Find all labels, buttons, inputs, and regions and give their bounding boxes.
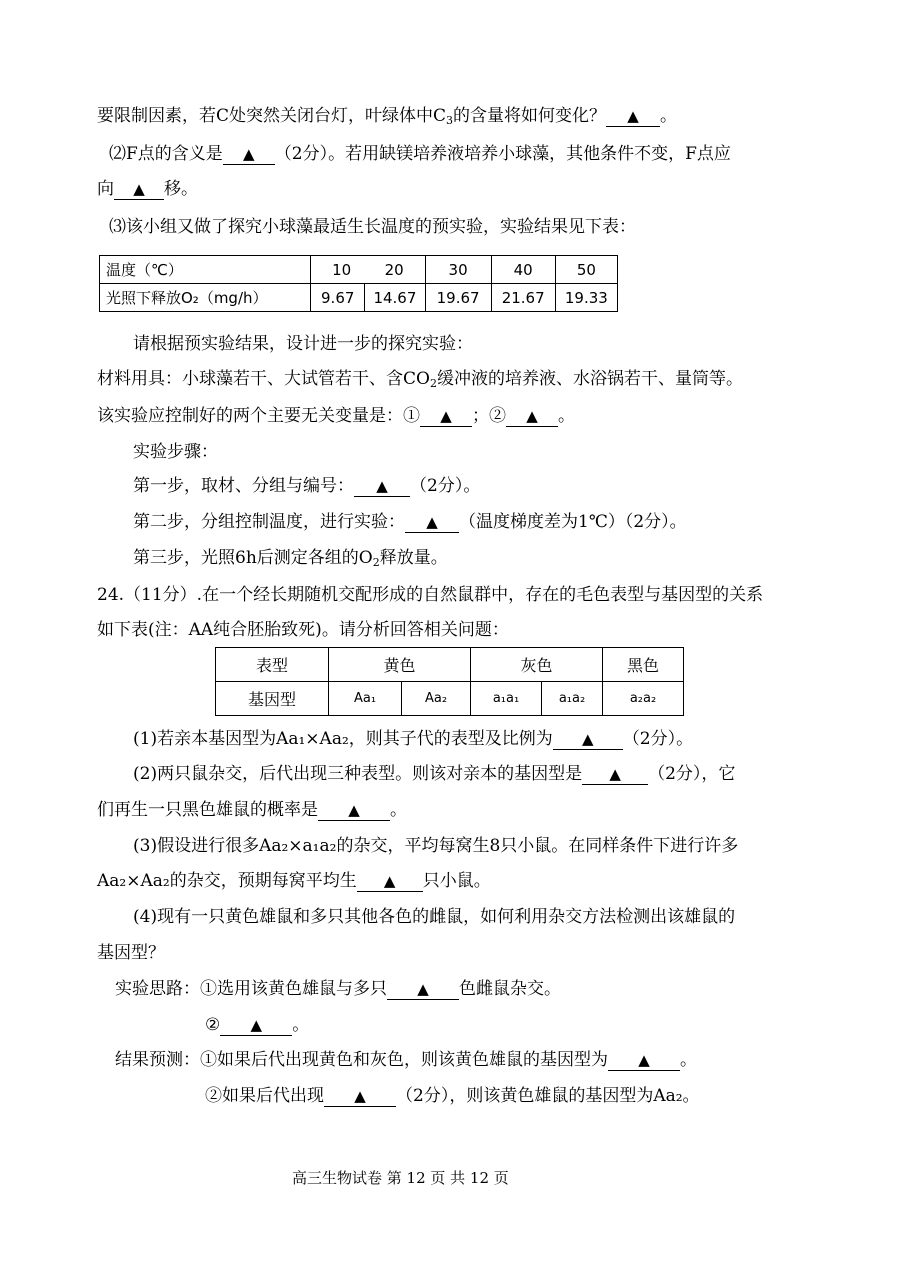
q24-part3-cont [97, 869, 491, 893]
answer-blank[interactable] [387, 979, 459, 1000]
text: 该实验应控制好的两个主要无关变量是：① [97, 406, 420, 426]
genotype-cell: a₁a₂ [542, 682, 603, 716]
o2-value: 19.33 [555, 284, 617, 312]
text: （2分），则该黄色雄鼠的基因型为Aa₂。 [396, 1086, 700, 1106]
blank-mark-icon: ▲ [526, 407, 538, 425]
answer-blank[interactable] [506, 406, 558, 427]
header-black: 黑色 [603, 648, 684, 682]
step-1 [133, 474, 480, 498]
q23-part2-cont [97, 177, 198, 201]
q23-line1 [97, 104, 677, 128]
text: ② [205, 1015, 221, 1035]
q24-intro: 24.（11分）.在一个经长期随机交配形成的自然鼠群中，存在的毛色表型与基因型的关系 [97, 585, 764, 605]
q24-intro-cont: 如下表(注：AA纯合胚胎致死)。请分析回答相关问题： [97, 620, 509, 640]
blank-mark-icon: ▲ [417, 980, 429, 998]
q24-part2-cont [97, 798, 407, 822]
answer-blank[interactable] [357, 871, 423, 892]
header-phenotype: 表型 [216, 648, 329, 682]
text: 释放量。 [379, 548, 448, 568]
blank-mark-icon: ▲ [376, 477, 388, 495]
text: 结果预测：①如果后代出现黄色和灰色，则该黄色雄鼠的基因型为 [115, 1050, 608, 1070]
variables-line [97, 404, 575, 428]
o2-value: 19.67 [425, 284, 491, 312]
o2-value: 9.67 [311, 284, 365, 312]
blank-mark-icon: ▲ [638, 1051, 650, 1069]
q23-part3: ⑶该小组又做了探究小球藻最适生长温度的预实验，实验结果见下表： [109, 217, 636, 237]
blank-mark-icon: ▲ [383, 872, 396, 890]
text: （温度梯度差为1℃）（2分）。 [459, 512, 687, 532]
subscript: 3 [446, 114, 454, 127]
answer-blank[interactable] [114, 179, 164, 200]
text: 实验思路：①选用该黄色雄鼠与多只 [115, 979, 387, 999]
o2-label: 光照下释放O₂（mg/h） [100, 284, 311, 312]
genotype-cell: Aa₂ [402, 682, 471, 716]
blank-mark-icon: ▲ [354, 1087, 366, 1105]
genotype-cell: Aa₁ [329, 682, 402, 716]
text: 。 [558, 406, 575, 426]
text: 第三步，光照6h后测定各组的O [133, 548, 373, 568]
text: 向 [97, 179, 114, 199]
q23-part2 [109, 142, 731, 166]
q24-part4: (4)现有一只黄色雄鼠和多只其他各色的雌鼠，如何利用杂交方法检测出该雄鼠的 [133, 907, 736, 927]
text: 。 [292, 1015, 310, 1035]
genotype-cell: a₂a₂ [603, 682, 684, 716]
answer-blank[interactable] [318, 800, 390, 821]
q24-part2 [133, 762, 735, 786]
text: (2)两只鼠杂交，后代出现三种表型。则该对亲本的基因型是 [133, 764, 583, 784]
temp-value: 30 [425, 256, 491, 284]
blank-mark-icon: ▲ [440, 407, 452, 425]
answer-blank[interactable] [324, 1086, 396, 1107]
coat-color-table [215, 647, 684, 716]
blank-mark-icon: ▲ [133, 180, 145, 198]
text: （2分）。若用缺镁培养液培养小球藻，其他条件不变，F点应 [274, 144, 731, 164]
text: 的含量将如何变化？ [453, 106, 607, 126]
text: ；② [472, 406, 506, 426]
prediction-2 [205, 1084, 700, 1108]
text: ②如果后代出现 [205, 1086, 324, 1106]
answer-blank[interactable] [405, 512, 459, 533]
header-yellow: 黄色 [329, 648, 471, 682]
temp-label: 温度（℃） [100, 256, 311, 284]
answer-blank[interactable] [608, 1050, 680, 1071]
text: 们再生一只黑色雄鼠的概率是 [97, 800, 318, 820]
header-gray: 灰色 [471, 648, 603, 682]
subscript: 2 [429, 377, 437, 390]
answer-blank[interactable] [354, 476, 410, 497]
answer-blank[interactable] [223, 144, 275, 165]
blank-mark-icon: ▲ [426, 513, 438, 531]
text: 色雌鼠杂交。 [459, 979, 561, 999]
text: ⑵F点的含义是 [109, 144, 223, 164]
blank-mark-icon: ▲ [250, 1016, 263, 1034]
header-genotype: 基因型 [216, 682, 329, 716]
design-intro: 请根据预实验结果，设计进一步的探究实验： [133, 334, 473, 354]
blank-mark-icon: ▲ [609, 765, 621, 783]
text: （2分）。 [410, 476, 481, 496]
temp-value: 20 [384, 260, 404, 279]
text: 。 [680, 1050, 697, 1070]
text: 。 [660, 106, 678, 126]
o2-value: 21.67 [491, 284, 555, 312]
text: 。 [390, 800, 407, 820]
text: (1)若亲本基因型为Aa₁×Aa₂，则其子代的表型及比例为 [133, 729, 553, 749]
temperature-table [99, 255, 618, 312]
q24-part1 [133, 727, 693, 751]
step-2 [133, 510, 687, 534]
text: 移。 [164, 179, 198, 199]
page-footer: 高三生物试卷 第 12 页 共 12 页 [292, 1169, 509, 1187]
text: 缓冲液的培养液、水浴锅若干、量筒等。 [436, 369, 743, 389]
blank-mark-icon: ▲ [348, 801, 360, 819]
text: 要限制因素，若C处突然关闭台灯，叶绿体中C [97, 106, 447, 126]
subscript: 2 [372, 556, 380, 569]
answer-blank[interactable] [582, 764, 648, 785]
q24-part4-cont: 基因型？ [97, 943, 165, 963]
answer-blank[interactable] [553, 729, 623, 750]
genotype-cell: a₁a₁ [471, 682, 542, 716]
temp-value: 10 [332, 260, 352, 279]
temp-value: 50 [555, 256, 617, 284]
steps-title: 实验步骤： [133, 442, 218, 462]
text: 只小鼠。 [422, 871, 491, 891]
blank-mark-icon: ▲ [627, 107, 639, 125]
temp-cell-10-20 [311, 256, 425, 284]
idea-1 [115, 977, 561, 1001]
temp-value: 40 [491, 256, 555, 284]
o2-value: 14.67 [365, 284, 425, 312]
materials-line [97, 367, 743, 391]
q24-part3: (3)假设进行很多Aa₂×a₁a₂的杂交，平均每窝生8只小鼠。在同样条件下进行许多 [133, 836, 739, 856]
step-3 [133, 546, 448, 570]
blank-mark-icon: ▲ [243, 145, 255, 163]
text: Aa₂×Aa₂的杂交，预期每窝平均生 [97, 871, 357, 891]
answer-blank[interactable] [420, 406, 472, 427]
text: （2分），它 [648, 764, 736, 784]
answer-blank[interactable] [220, 1015, 292, 1036]
text: 第二步，分组控制温度，进行实验： [133, 512, 405, 532]
blank-mark-icon: ▲ [582, 730, 594, 748]
text: 第一步，取材、分组与编号： [133, 476, 354, 496]
answer-blank[interactable] [606, 106, 660, 127]
text: （2分）。 [622, 729, 694, 749]
idea-2 [205, 1013, 309, 1037]
text: 材料用具：小球藻若干、大试管若干、含CO [97, 369, 430, 389]
prediction-1 [115, 1048, 697, 1072]
